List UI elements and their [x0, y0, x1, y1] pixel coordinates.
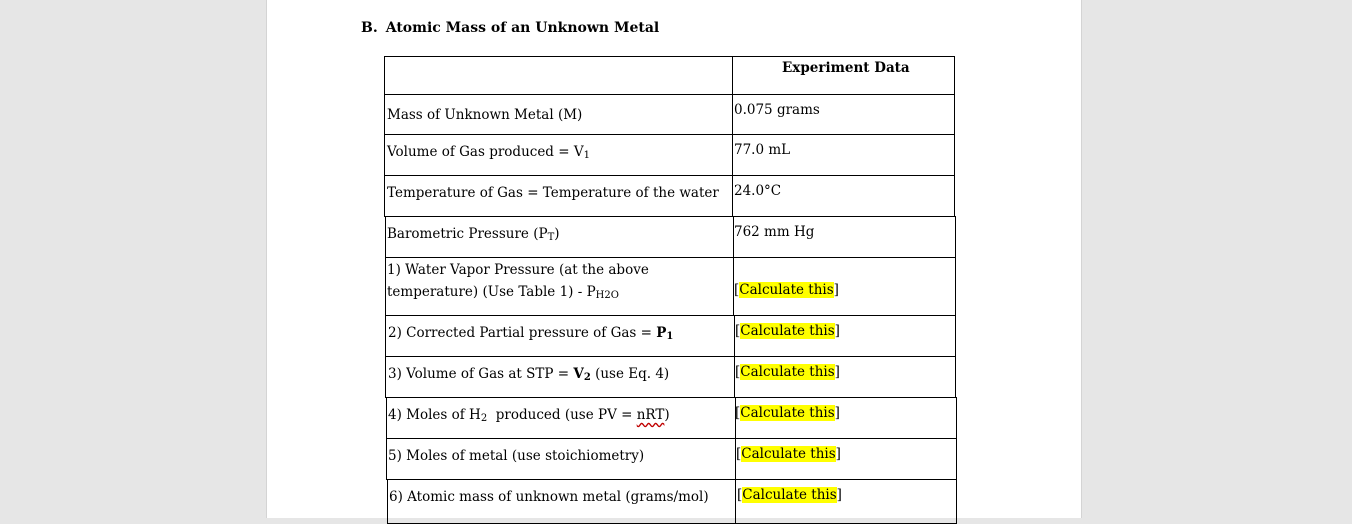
row-value-moles-h2[interactable]: [Calculate this]	[735, 405, 840, 421]
row-value-atomic-mass[interactable]: [Calculate this]	[737, 487, 842, 503]
row-label-corrected-pressure: 2) Corrected Partial pressure of Gas = $P_1$	[388, 325, 674, 342]
row-label-moles-h2: 4) Moles of $H_2$ produced (use PV = nRT)	[388, 407, 670, 424]
row-label-temperature: Temperature of Gas = Temperature of the water	[387, 185, 719, 201]
column-header-experiment-data: Experiment Data	[782, 60, 910, 76]
table-header-empty-cell	[384, 56, 733, 95]
row-value-corrected-pressure[interactable]: [Calculate this]	[735, 323, 840, 339]
row-label-volume: Volume of Gas produced = $V_1$	[387, 144, 590, 161]
row-label-water-vapor-line1: 1) Water Vapor Pressure (at the above	[387, 262, 649, 278]
row-label-water-vapor-line2: temperature) (Use Table $1) - P_{H2O}$	[387, 284, 619, 301]
row-value-moles-metal[interactable]: [Calculate this]	[736, 446, 841, 462]
row-label-volume-stp: 3) Volume of Gas at STP = $V_2$ (use Eq. 4)	[388, 366, 670, 383]
row-value-temperature[interactable]: 24.0°C	[734, 183, 782, 199]
row-label-mass: Mass of Unknown Metal (M)	[387, 107, 583, 123]
row-value-mass[interactable]: 0.075 grams	[734, 102, 820, 118]
row-value-water-vapor[interactable]: [Calculate this]	[734, 282, 839, 298]
section-heading	[361, 20, 659, 36]
row-value-barometric-pressure[interactable]: 762 mm Hg	[734, 224, 815, 240]
row-label-moles-metal: 5) Moles of metal (use stoichiometry)	[388, 448, 645, 464]
row-label-atomic-mass: 6) Atomic mass of unknown metal (grams/mol)	[389, 489, 709, 505]
row-value-volume-stp[interactable]: [Calculate this]	[735, 364, 840, 380]
section-title: Atomic Mass of an Unknown Metal	[385, 20, 660, 36]
row-label-barometric-pressure: Barometric Pressure $(P_T)$	[387, 226, 560, 243]
row-value-volume[interactable]: 77.0 mL	[734, 142, 791, 158]
section-number: B.	[361, 20, 378, 36]
